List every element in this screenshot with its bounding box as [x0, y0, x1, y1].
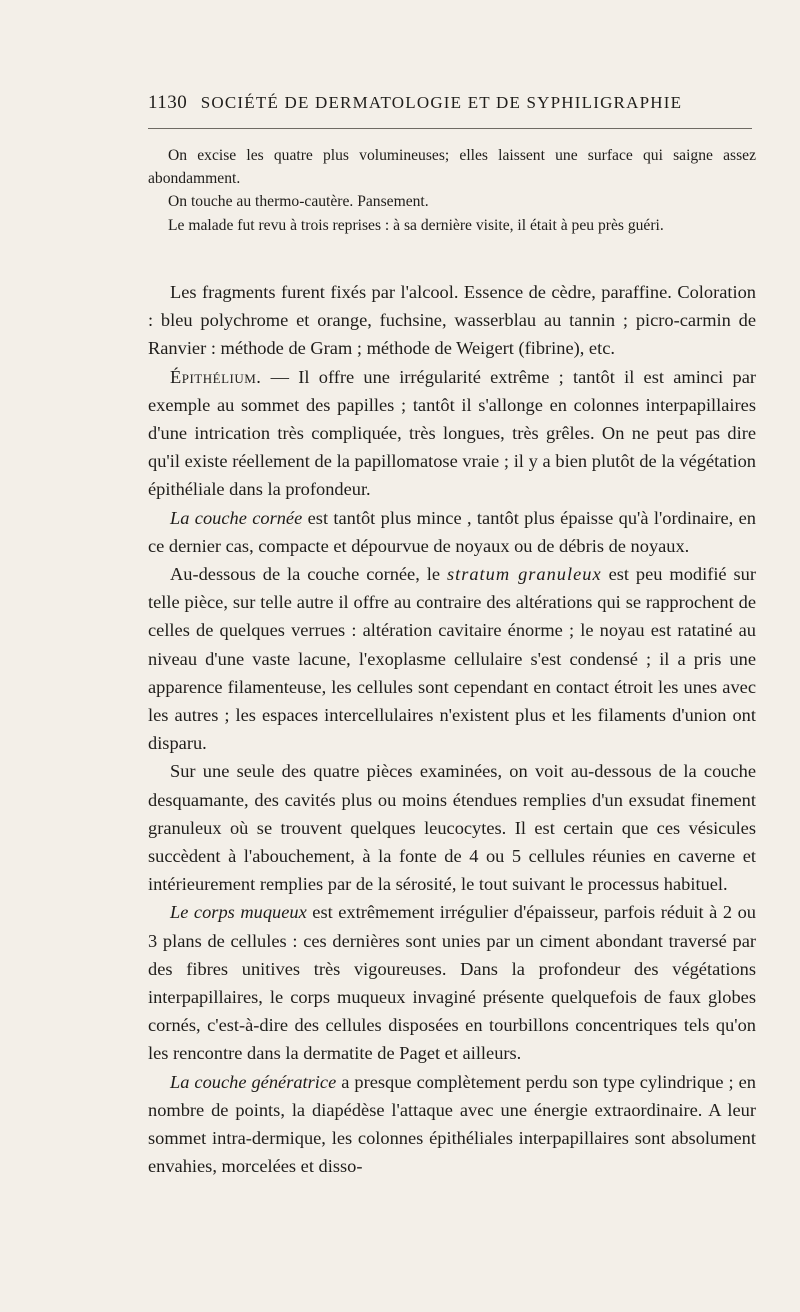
note-paragraph: On touche au thermo-cautère. Pansement. [168, 193, 429, 211]
section-label: Épithélium. [170, 366, 262, 387]
paragraph-vesicules [148, 757, 756, 898]
note-paragraph: Le malade fut revu à trois reprises : à sa dernière visite, il était à peu près guéri. [168, 216, 664, 234]
header-rule [148, 128, 752, 129]
paragraph-text: Sur une seule des quatre pièces examinées, on voit au-dessous de la couche desquamante, des cavités plus ou moins étendues remplies d'un exsudat finement granuleux où se trouvent quelques leucocytes. Il est certain que ces vésicules succèdent à l'abouchement, à la fonte de 4 ou 5 cellules réunies en caverne et intérieurement remplies par de la sérosité, le tout suivant le processus habituel. [148, 761, 756, 895]
main-text [148, 278, 756, 1181]
paragraph-fixation [148, 278, 756, 363]
paragraph-corps-muqueux [148, 898, 756, 1067]
term-italic: La couche génératrice [170, 1071, 337, 1092]
term-italic: Le corps muqueux [170, 902, 307, 923]
paragraph-couche-cornee [148, 504, 756, 560]
paragraph-text: Au-dessous de la couche cornée, le [170, 564, 447, 585]
paragraph-text: Les fragments furent fixés par l'alcool. Essence de cèdre, paraffine. Coloration : bleu polychrome et orange, fuchsine, wasserblau au tannin ; picro-carmin de Ranvier : méthode de Gram ; méthode de Weigert (fibrine), etc. [148, 282, 756, 359]
term-italic: La couche cornée [170, 507, 303, 528]
note-paragraph: On excise les quatre plus volumineuses; elles laissent une surface qui saigne assez abondamment. [148, 147, 756, 188]
paragraph-text: est extrêmement irrégulier d'épaisseur, parfois réduit à 2 ou 3 plans de cellules : ces dernières sont unies par un ciment abondant traversé par des fibres unitives très vigoureuses. Dans la profondeur des végétations interpapillaires, le corps muqueux invaginé présente quelquefois de faux globes cornés, c'est-à-dire des cellules disposées en tourbillons concentriques tels qu'on les rencontre dans la dermatite de Paget et ailleurs. [148, 902, 757, 1064]
page-number: 1130 [148, 92, 188, 113]
paragraph-text: est tantôt plus mince , tantôt plus épaisse qu'à l'ordinaire, en ce dernier cas, compacte et dépourvue de noyaux ou de débris de noyaux. [148, 507, 756, 556]
running-head [148, 92, 748, 114]
running-title: SOCIÉTÉ DE DERMATOLOGIE ET DE SYPHILIGRAPHIE [200, 93, 683, 112]
paragraph-epithelium [148, 363, 756, 504]
paragraph-text: a presque complètement perdu son type cylindrique ; en nombre de points, la diapédèse l'attaque avec une énergie extraordinaire. A leur sommet intra-dermique, les colonnes épithéliales interpapillaires sont absolument envahies, morcelées et disso- [148, 1071, 756, 1177]
term-italic: stratum granuleux [446, 564, 602, 585]
paragraph-text: est peu modifié sur telle pièce, sur telle autre il offre au contraire des altérations qui se rapprochent de celles de quelques verrues : altération cavitaire énorme ; le noyau est ratatiné au niveau d'une vaste lacune, l'exoplasme cellulaire s'est condensé ; il a pris une apparence filamenteuse, les cellules sont cependant en contact étroit les unes avec les autres ; les espaces intercellulaires n'existent plus et les filaments d'union ont disparu. [148, 564, 756, 754]
paragraph-text: — Il offre une irrégularité extrême ; tantôt il est aminci par exemple au sommet des papilles ; tantôt il s'allonge en colonnes interpapillaires d'une intrication très compliquée, très longues, très grêles. On ne peut pas dire qu'il existe réellement de la papillomatose vraie ; il y a bien plutôt de la végétation épithéliale dans la profondeur. [148, 366, 756, 500]
paragraph-couche-generatrice [148, 1068, 756, 1181]
paragraph-stratum-granuleux [148, 560, 756, 757]
clinical-notes [148, 144, 756, 237]
